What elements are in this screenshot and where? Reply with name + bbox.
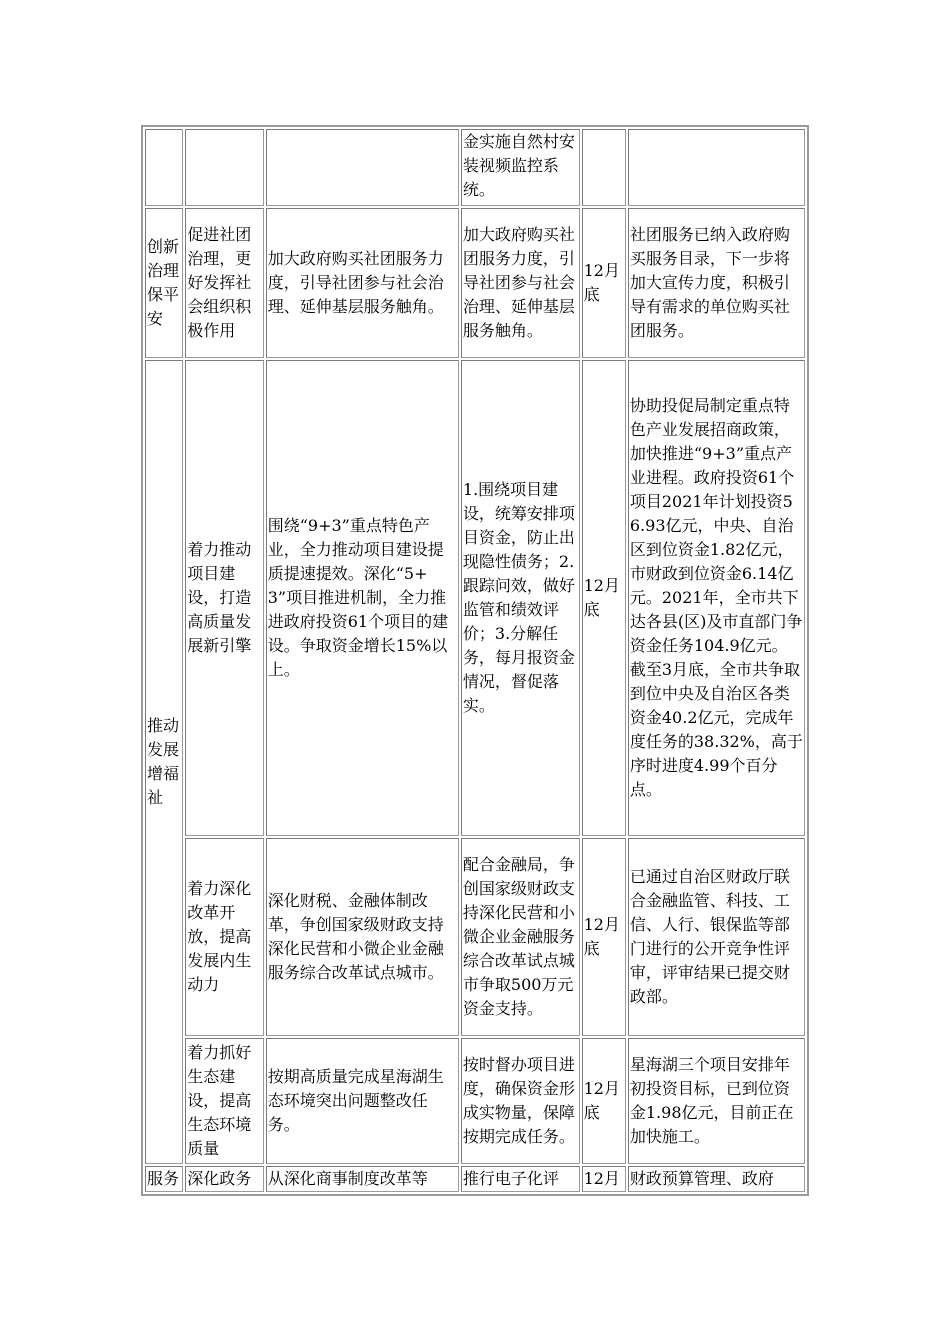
table-row [145, 129, 805, 206]
progress-cell [628, 129, 805, 206]
deadline-cell: 12月底 [582, 360, 626, 836]
task-cell: 从深化商事制度改革等 [266, 1166, 459, 1192]
goal-cell: 着力抓好生态建设，提高生态环境质量 [185, 1038, 263, 1164]
progress-cell: 已通过自治区财政厅联合金融监管、科技、工信、人行、银保监等部门进行的公开竞争性评审，评审结果已提交财政部。 [628, 838, 805, 1036]
goal-cell: 深化政务 [185, 1166, 263, 1192]
measures-cell: 1.围绕项目建设，统筹安排项目资金，防止出现隐性债务；2.跟踪问效，做好监管和绩效评价；3.分解任务，每月报资金情况，督促落实。 [461, 360, 580, 836]
table-row [145, 1038, 805, 1164]
table-row [145, 360, 805, 836]
measures-cell: 推行电子化评 [461, 1166, 580, 1192]
deadline-cell [582, 129, 626, 206]
area-cell [145, 129, 183, 206]
goal-cell [185, 129, 263, 206]
deadline-cell: 12月 [582, 1166, 626, 1192]
task-cell [266, 129, 459, 206]
work-plan-table [141, 125, 809, 1196]
task-cell: 按期高质量完成星海湖生态环境突出问题整改任务。 [266, 1038, 459, 1164]
measures-cell: 按时督办项目进度，确保资金形成实物量，保障按期完成任务。 [461, 1038, 580, 1164]
area-cell: 推动发展增福祉 [145, 360, 183, 1164]
deadline-cell: 12月底 [582, 1038, 626, 1164]
task-cell: 加大政府购买社团服务力度，引导社团参与社会治理、延伸基层服务触角。 [266, 208, 459, 358]
task-cell: 深化财税、金融体制改革，争创国家级财政支持深化民营和小微企业金融服务综合改革试点城市。 [266, 838, 459, 1036]
area-cell: 服务 [145, 1166, 183, 1192]
area-cell: 创新治理保平安 [145, 208, 183, 358]
progress-cell: 星海湖三个项目安排年初投资目标，已到位资金1.98亿元，目前正在加快施工。 [628, 1038, 805, 1164]
measures-cell: 配合金融局，争创国家级财政支持深化民营和小微企业金融服务综合改革试点城市争取500万元资金支持。 [461, 838, 580, 1036]
measures-cell: 金实施自然村安装视频监控系统。 [461, 129, 580, 206]
table-row [145, 838, 805, 1036]
deadline-cell: 12月底 [582, 208, 626, 358]
progress-cell: 社团服务已纳入政府购买服务目录，下一步将加大宣传力度，积极引导有需求的单位购买社团服务。 [628, 208, 805, 358]
goal-cell: 促进社团治理，更好发挥社会组织积极作用 [185, 208, 263, 358]
task-cell: 围绕“9+3”重点特色产业，全力推动项目建设提质提速提效。深化“5+3”项目推进机制，全力推进政府投资61个项目的建设。争取资金增长15%以上。 [266, 360, 459, 836]
table-row [145, 1166, 805, 1192]
measures-cell: 加大政府购买社团服务力度，引导社团参与社会治理、延伸基层服务触角。 [461, 208, 580, 358]
goal-cell: 着力推动项目建设，打造高质量发展新引擎 [185, 360, 263, 836]
deadline-cell: 12月底 [582, 838, 626, 1036]
progress-cell: 协助投促局制定重点特色产业发展招商政策，加快推进“9+3”重点产业进程。政府投资61个项目2021年计划投资56.93亿元，中央、自治区到位资金1.82亿元，市财政到位资金6.14亿元。2021年，全市共下达各县(区)及市直部门争资金任务104.9亿元。截至3月底，全市共争取到位中央及自治区各类资金40.2亿元，完成年度任务的38.32%，高于序时进度4.99个百分点。 [628, 360, 805, 836]
goal-cell: 着力深化改革开放，提高发展内生动力 [185, 838, 263, 1036]
progress-cell: 财政预算管理、政府 [628, 1166, 805, 1192]
table-row [145, 208, 805, 358]
